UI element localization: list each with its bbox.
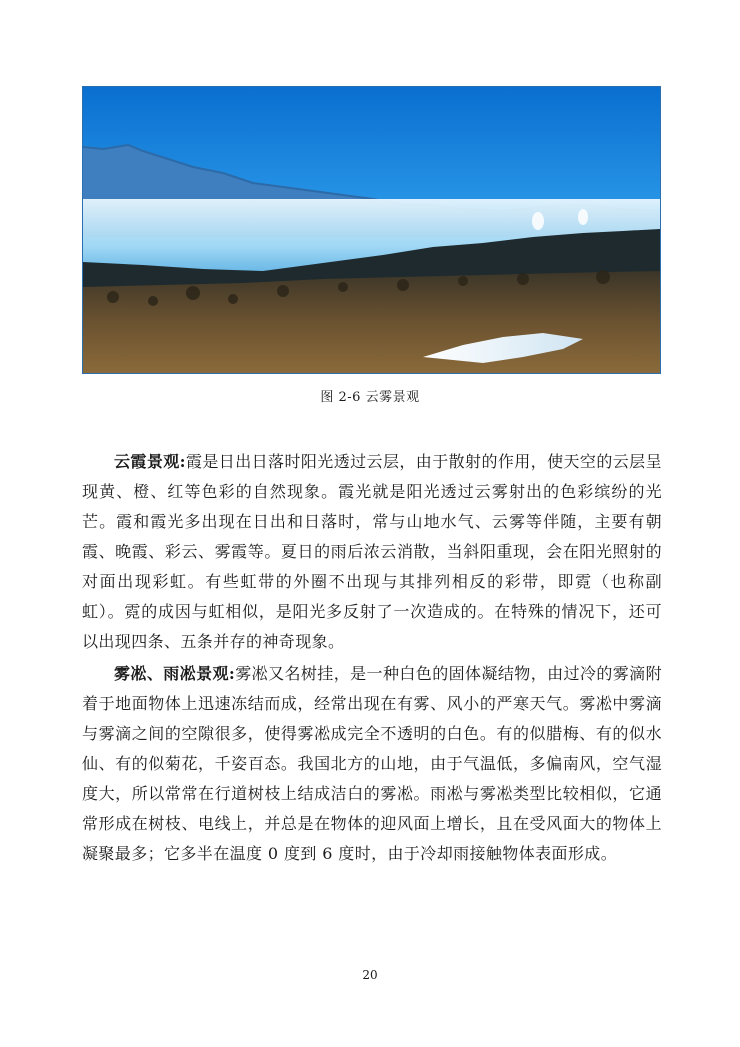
paragraph-text: 霞是日出日落时阳光透过云层，由于散射的作用，使天空的云层呈现黄、橙、红等色彩的自然现象。霞光就是阳光透过云雾射出的色彩缤纷的光芒。霞和霞光多出现在日出和日落时，常与山地水气、云雾等伴随，主要有朝霞、晚霞、彩云、雾霞等。夏日的雨后浓云消散，当斜阳重现，会在阳光照射的对面出现彩虹。有些虹带的外圈不出现与其排列相反的彩带，即霓（也称副虹）。霓的成因与虹相似，是阳光多反射了一次造成的。在特殊的情况下，还可以出现四条、五条并存的神奇现象。 [82, 452, 662, 651]
page-number: 20 [362, 968, 378, 982]
paragraph-rime [82, 659, 662, 869]
paragraph-term: 雾凇、雨凇景观: [114, 664, 236, 683]
paragraph-term: 云霞景观: [114, 452, 186, 471]
landscape-photo [82, 86, 661, 374]
paragraph-clouds [82, 447, 662, 657]
body-text [82, 447, 662, 869]
figure-caption: 图 2-6 云雾景观 [320, 390, 420, 405]
paragraph-text: 雾凇又名树挂，是一种白色的固体凝结物，由过冷的雾滴附着于地面物体上迅速冻结而成，经常出现在有雾、风小的严寒天气。雾凇中雾滴与雾滴之间的空隙很多，使得雾凇成完全不透明的白色。有的似腊梅、有的似水仙、有的似菊花，千姿百态。我国北方的山地，由于气温低，多偏南风，空气湿度大，所以常常在行道树枝上结成洁白的雾凇。雨凇与雾凇类型比较相似，它通常形成在树枝、电线上，并总是在物体的迎风面上增长，且在受风面大的物体上凝聚最多；它多半在温度 0 度到 6 度时，由于冷却雨接触物体表面形成。 [82, 664, 663, 863]
